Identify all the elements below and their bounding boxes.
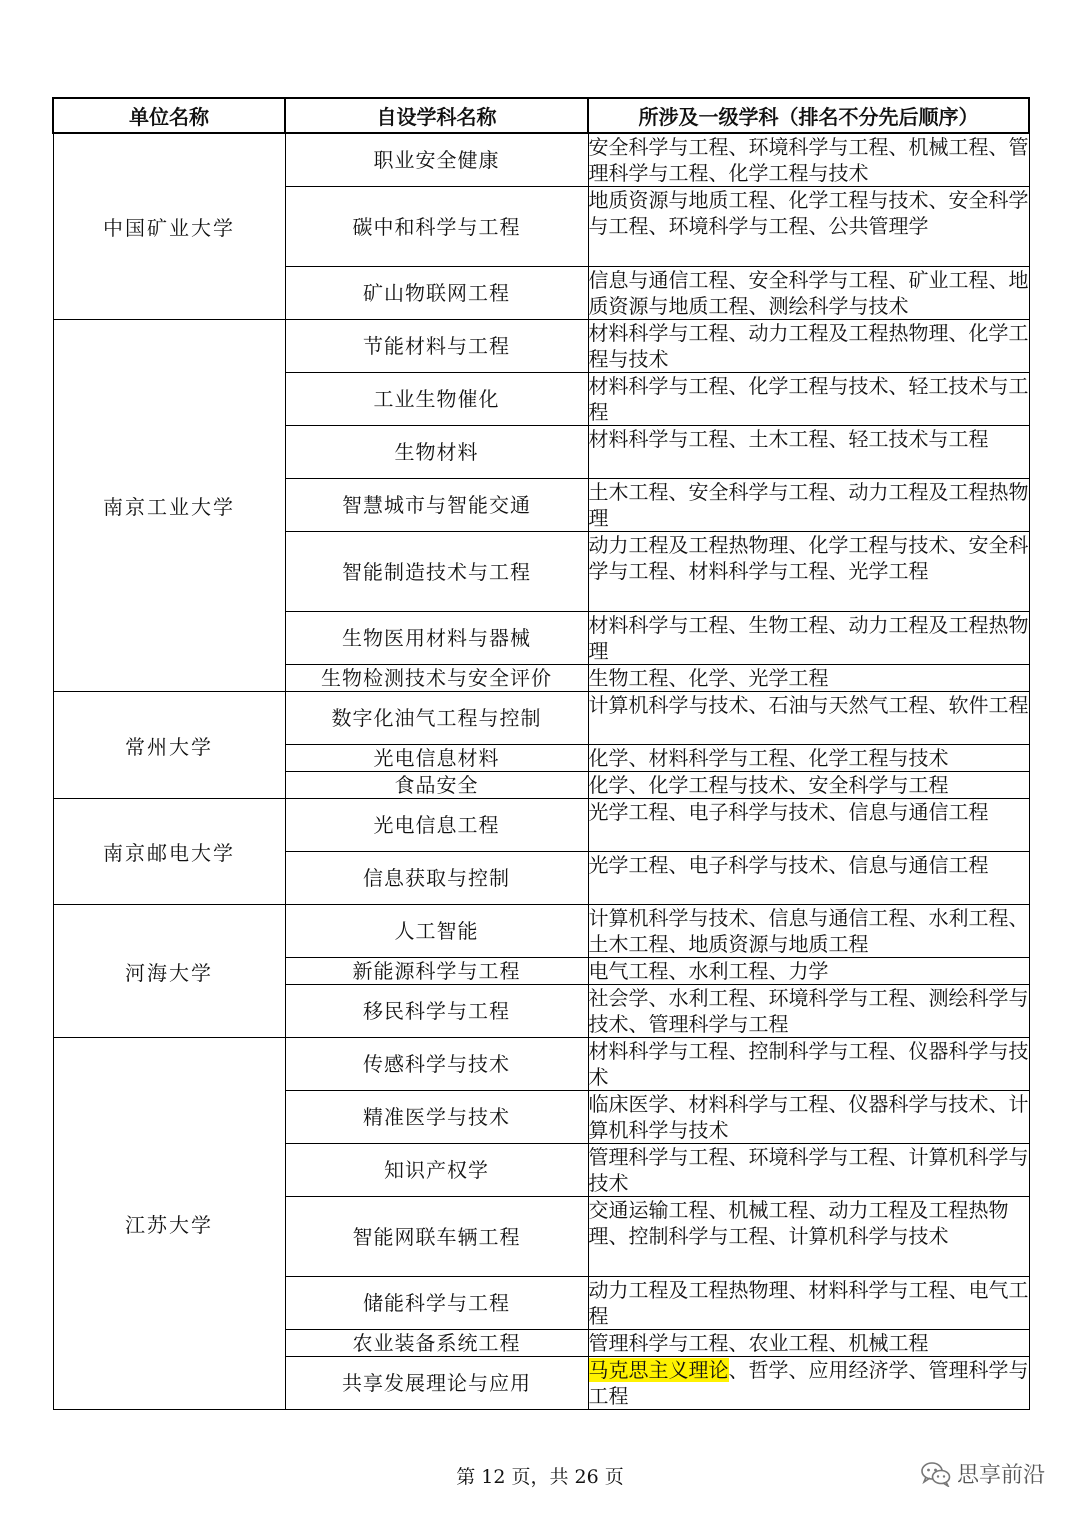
discipline-list: 土木工程、安全科学与工程、动力工程及工程热物理 — [588, 480, 1029, 530]
discipline-list: 材料科学与工程、生物工程、动力工程及工程热物理 — [588, 613, 1029, 663]
subject-name: 精准医学与技术 — [285, 1091, 588, 1144]
subject-name: 智慧城市与智能交通 — [285, 479, 588, 532]
subject-name: 职业安全健康 — [285, 133, 588, 187]
subject-name: 矿山物联网工程 — [285, 267, 588, 320]
subject-name: 新能源科学与工程 — [285, 958, 588, 985]
subject-name: 数字化油气工程与控制 — [285, 692, 588, 745]
discipline-list: 安全科学与工程、环境科学与工程、机械工程、管理科学与工程、化学工程与技术 — [588, 135, 1029, 185]
discipline-list: 电气工程、水利工程、力学 — [588, 958, 1029, 985]
discipline-list-rest: 、哲学、应用经济学、管理科学与工程 — [588, 1358, 1029, 1408]
subject-name: 生物医用材料与器械 — [285, 612, 588, 665]
discipline-list — [588, 1357, 1029, 1410]
unit-name: 江苏大学 — [53, 1038, 285, 1410]
discipline-list: 管理科学与工程、农业工程、机械工程 — [588, 1330, 1029, 1357]
discipline-list: 动力工程及工程热物理、化学工程与技术、安全科学与工程、材料科学与工程、光学工程 — [588, 532, 1029, 612]
subject-name: 碳中和科学与工程 — [285, 187, 588, 267]
subject-name: 生物检测技术与安全评价 — [285, 665, 588, 692]
subject-name: 移民科学与工程 — [285, 985, 588, 1038]
table-row — [53, 799, 1029, 852]
subject-name: 光电信息材料 — [285, 745, 588, 772]
unit-name: 常州大学 — [53, 692, 285, 799]
discipline-list: 信息与通信工程、安全科学与工程、矿业工程、地质资源与地质工程、测绘科学与技术 — [588, 268, 1029, 318]
discipline-list: 计算机科学与技术、石油与天然气工程、软件工程 — [588, 692, 1029, 745]
subject-name: 人工智能 — [285, 905, 588, 958]
subject-name: 共享发展理论与应用 — [285, 1357, 588, 1410]
discipline-list: 地质资源与地质工程、化学工程与技术、安全科学与工程、环境科学与工程、公共管理学 — [588, 187, 1029, 267]
unit-name: 中国矿业大学 — [53, 133, 285, 320]
discipline-list: 生物工程、化学、光学工程 — [588, 665, 1029, 692]
header-disciplines: 所涉及一级学科（排名不分先后顺序） — [588, 98, 1029, 133]
discipline-list: 材料科学与工程、化学工程与技术、轻工技术与工程 — [588, 374, 1029, 424]
wechat-icon — [921, 1461, 951, 1487]
discipline-list: 交通运输工程、机械工程、动力工程及工程热物理、控制科学与工程、计算机科学与技术 — [588, 1197, 1029, 1277]
subject-name: 生物材料 — [285, 426, 588, 479]
subject-name: 光电信息工程 — [285, 799, 588, 852]
table-row — [53, 133, 1029, 187]
discipline-list: 社会学、水利工程、环境科学与工程、测绘科学与技术、管理科学与工程 — [588, 986, 1029, 1036]
discipline-list: 动力工程及工程热物理、材料科学与工程、电气工程 — [588, 1278, 1029, 1328]
discipline-list: 化学、化学工程与技术、安全科学与工程 — [588, 772, 1029, 799]
subject-name: 智能制造技术与工程 — [285, 532, 588, 612]
subject-name: 知识产权学 — [285, 1144, 588, 1197]
discipline-list: 化学、材料科学与工程、化学工程与技术 — [588, 745, 1029, 772]
discipline-list: 管理科学与工程、环境科学与工程、计算机科学与技术 — [588, 1145, 1029, 1195]
subject-table — [52, 97, 1030, 1410]
header-unit: 单位名称 — [53, 98, 285, 133]
discipline-list: 计算机科学与技术、信息与通信工程、水利工程、土木工程、地质资源与地质工程 — [588, 906, 1029, 956]
subject-name: 食品安全 — [285, 772, 588, 799]
subject-name: 智能网联车辆工程 — [285, 1197, 588, 1277]
discipline-list: 材料科学与工程、动力工程及工程热物理、化学工程与技术 — [588, 321, 1029, 371]
watermark — [921, 1458, 1045, 1489]
watermark-text: 思享前沿 — [956, 1463, 1045, 1488]
subject-name: 节能材料与工程 — [285, 320, 588, 373]
highlighted-discipline: 马克思主义理论 — [588, 1358, 729, 1382]
subject-name: 信息获取与控制 — [285, 852, 588, 905]
table-row — [53, 692, 1029, 745]
subject-name: 工业生物催化 — [285, 373, 588, 426]
header-subject: 自设学科名称 — [285, 98, 588, 133]
unit-name: 河海大学 — [53, 905, 285, 1038]
table-row — [53, 1038, 1029, 1091]
subject-name: 农业装备系统工程 — [285, 1330, 588, 1357]
subject-name: 储能科学与工程 — [285, 1277, 588, 1330]
discipline-list: 临床医学、材料科学与工程、仪器科学与技术、计算机科学与技术 — [588, 1092, 1029, 1142]
unit-name: 南京邮电大学 — [53, 799, 285, 905]
discipline-list: 材料科学与工程、土木工程、轻工技术与工程 — [588, 426, 1029, 479]
page-number: 第 12 页，共 26 页 — [456, 1466, 624, 1488]
table-header-row — [53, 98, 1029, 133]
table-row — [53, 320, 1029, 373]
unit-name: 南京工业大学 — [53, 320, 285, 692]
table-row — [53, 905, 1029, 958]
discipline-list: 材料科学与工程、控制科学与工程、仪器科学与技术 — [588, 1039, 1029, 1089]
subject-name: 传感科学与技术 — [285, 1038, 588, 1091]
discipline-list: 光学工程、电子科学与技术、信息与通信工程 — [588, 852, 1029, 905]
discipline-list: 光学工程、电子科学与技术、信息与通信工程 — [588, 799, 1029, 852]
